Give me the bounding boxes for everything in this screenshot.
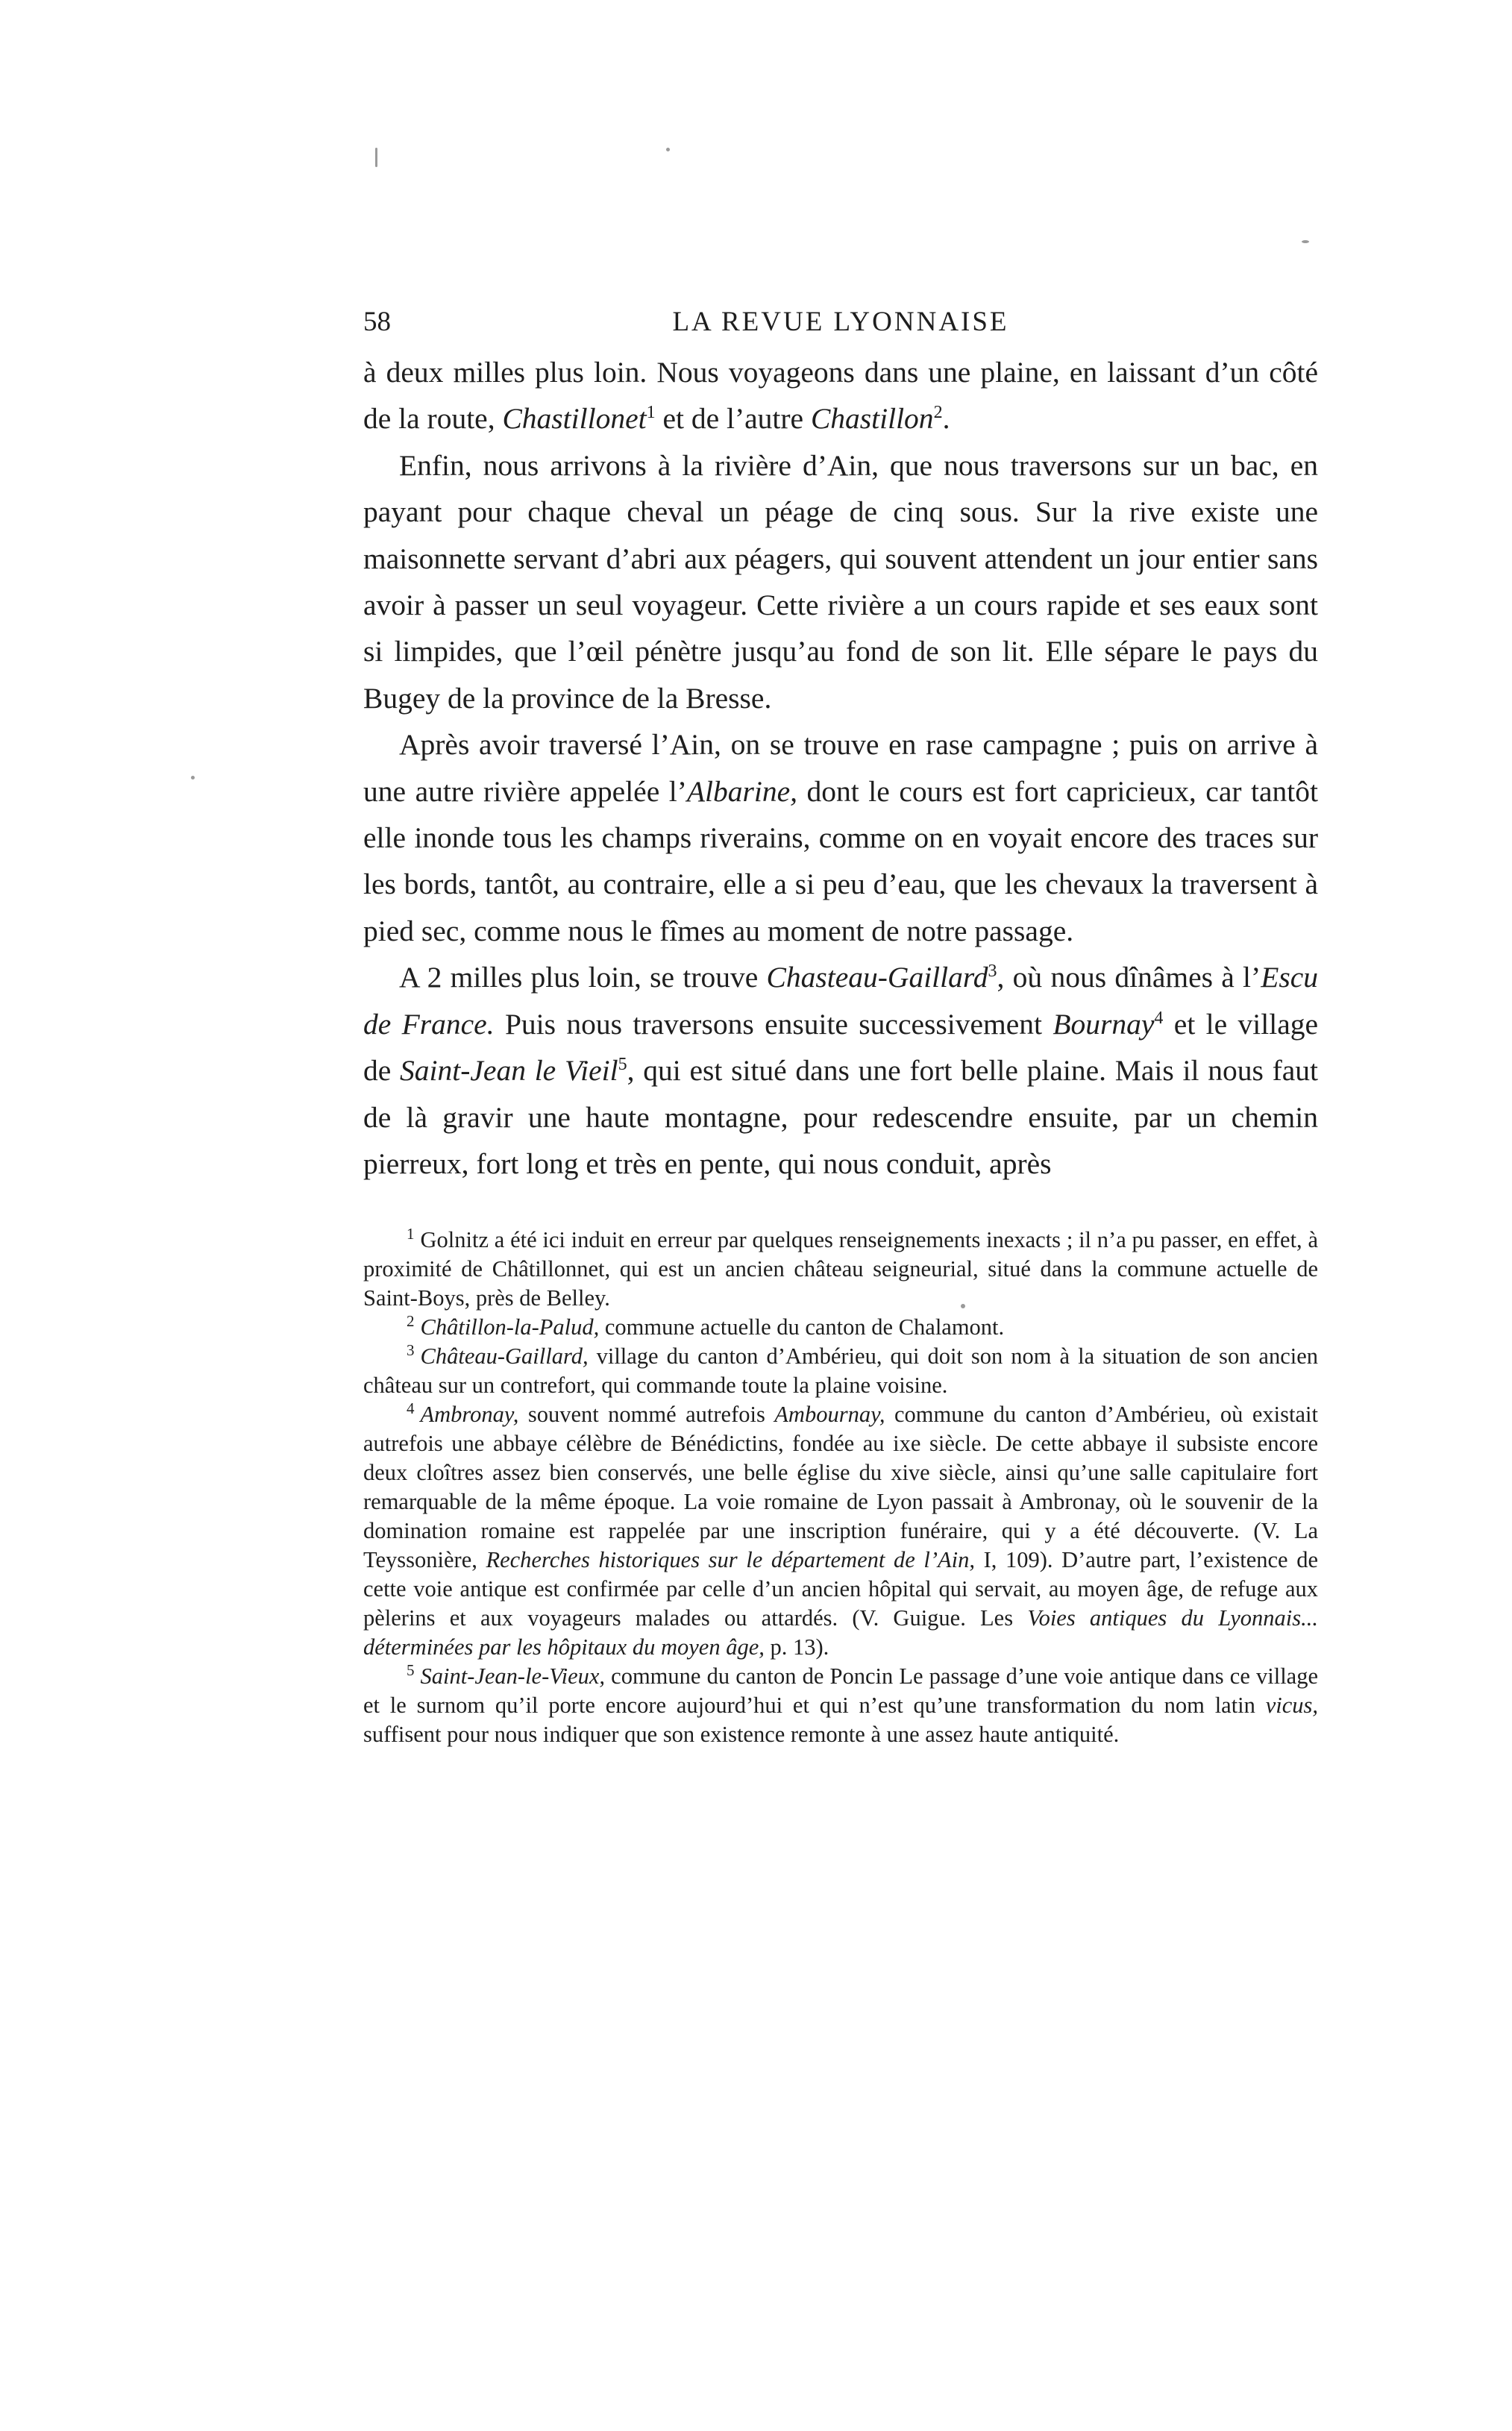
- footnote-number: 5: [407, 1661, 415, 1680]
- footnote-3: [363, 1342, 1318, 1400]
- paper-speck: [375, 148, 377, 167]
- footnote-place-name: Ambronay,: [420, 1402, 519, 1428]
- page-number: 58: [363, 307, 391, 337]
- footnote-place-name: Château-Gaillard,: [420, 1343, 589, 1370]
- footnote-text: souvent nommé autrefois: [518, 1402, 775, 1428]
- paragraph-2: Enfin, nous arrivons à la rivière d’Ain, que nous traversons sur un bac, en payant pour chaque cheval un péage de cinq sous. Sur la rive existe une maisonnette servant d’abri aux péagers, qui souvent attendent un jour entier sans avoir à passer un seul voyageur. Cette rivière a un cours rapide et ses eaux sont si limpides, que l’œil pénètre jusqu’au fond de son lit. Elle sépare le pays du Bugey de la province de la Bresse.: [363, 448, 1318, 715]
- footnote-ref-5: 5: [618, 1054, 627, 1074]
- footnote-alt-name: Ambournay,: [774, 1402, 885, 1428]
- place-name-chastillonet: Chastillonet: [502, 402, 647, 436]
- footnote-number: 1: [407, 1225, 415, 1243]
- footnote-text: commune du canton de Poncin Le passage d’une voie antique dans ce village et le surnom qu’il porte encore aujourd’hui et qui n’est qu’une transformation du nom latin: [363, 1663, 1318, 1719]
- inn-name-escu-de-france: Escu de France.: [363, 961, 1318, 1041]
- century-numeral: ixe: [893, 1431, 921, 1457]
- paragraph-1: [363, 349, 1318, 442]
- text-segment: A 2 milles plus loin, se trouve: [399, 961, 767, 994]
- footnote-5: [363, 1662, 1318, 1749]
- footnote-ref-2: 2: [933, 403, 943, 423]
- century-numeral: xive: [891, 1460, 930, 1486]
- body-text: [363, 349, 1318, 1187]
- footnote-text: village du canton d’Ambérieu, qui doit son nom à la situation de son ancien château sur un contrefort, qui commande toute la plaine voisine.: [363, 1343, 1318, 1399]
- footnotes: [363, 1226, 1318, 1749]
- paragraph-3: [363, 721, 1318, 954]
- place-name-chastillon: Chastillon: [810, 402, 934, 436]
- paper-speck: [191, 776, 195, 780]
- footnote-place-name: Saint-Jean-le-Vieux,: [420, 1663, 606, 1690]
- place-name-albarine: Albarine,: [686, 774, 798, 808]
- place-name-bournay: Bournay: [1053, 1007, 1155, 1041]
- footnote-place-name: Châtillon-la-Palud,: [420, 1314, 600, 1340]
- text-segment: Puis nous traversons ensuite successivement: [494, 1007, 1053, 1041]
- footnote-text: siècle, ainsi qu’une salle capitulaire fort remarquable de la même époque. La voie romaine de Lyon passait à Ambronay, où le souvenir de la domination romaine est rappelée par une inscription funéraire, qui y a été découverte. (V. La Teyssonière,: [363, 1460, 1318, 1573]
- place-name-chasteau-gaillard: Chasteau-Gaillard: [766, 961, 988, 994]
- footnote-ref-4: 4: [1154, 1008, 1164, 1028]
- footnote-latin-word: vicus,: [1265, 1693, 1318, 1719]
- footnote-text: siècle. De cette abbaye il subsiste encore deux cloîtres assez bien conservés, une belle église du: [363, 1431, 1319, 1486]
- paper-speck: [1302, 240, 1309, 243]
- paper-speck: [666, 148, 670, 151]
- place-name-saint-jean-le-vieil: Saint-Jean le Vieil: [400, 1054, 618, 1088]
- text-segment: à deux milles plus loin. Nous voyageons dans une plaine, en laissant d’un côté de la route,: [363, 356, 1318, 436]
- footnote-reference-title: Recherches historiques sur le département de l’Ain,: [486, 1547, 975, 1573]
- footnote-reference-title: Voies antiques du Lyonnais... déterminées par les hôpitaux du moyen âge,: [363, 1605, 1318, 1660]
- footnote-text: commune actuelle du canton de Chalamont.: [599, 1314, 1005, 1340]
- footnote-1: [363, 1226, 1318, 1313]
- footnote-text: p. 13).: [764, 1634, 829, 1660]
- text-segment: et de l’autre: [655, 402, 811, 436]
- text-segment: dont le cours est fort capricieux, car tantôt elle inonde tous les champs riverains, comme on en voyait encore des traces sur les bords, tantôt, au contraire, elle a si peu d’eau, que les chevaux la traversent à pied sec, comme nous le fîmes au moment de notre passage.: [363, 774, 1318, 947]
- footnote-number: 3: [407, 1341, 415, 1360]
- page: [363, 306, 1318, 1749]
- footnote-text: Golnitz a été ici induit en erreur par quelques renseignements inexacts ; il n’a pu passer, en effet, à proximité de Châtillonnet, qui est un ancien château seigneurial, situé dans la commune actuelle de Saint-Boys, près de Belley.: [363, 1227, 1318, 1311]
- footnote-text: commune du canton d’Ambérieu, où existait autrefois une abbaye célèbre de Bénédictins, fondée au: [363, 1402, 1318, 1457]
- footnote-number: 4: [407, 1399, 415, 1418]
- journal-title: LA REVUE LYONNAISE: [672, 307, 1009, 337]
- footnote-number: 2: [407, 1312, 415, 1331]
- text-segment: .: [942, 402, 950, 436]
- footnote-4: [363, 1400, 1318, 1662]
- footnote-ref-1: 1: [646, 403, 656, 423]
- text-segment: , qui est situé dans une fort belle plaine. Mais il nous faut de là gravir une haute montagne, pour redescendre ensuite, par un chemin pierreux, fort long et très en pente, qui nous conduit, après: [363, 1054, 1318, 1180]
- text-segment: et le village de: [363, 1007, 1319, 1088]
- footnote-text: I, 109). D’autre part, l’existence de cette voie antique est confirmée par celle d’un ancien hôpital qui servait, au moyen âge, de refuge aux pèlerins et aux voyageurs malades ou attardés. (V. Guigue. Les: [363, 1547, 1318, 1631]
- paragraph-4: [363, 954, 1318, 1187]
- text-segment: , où nous dînâmes à l’: [997, 961, 1261, 994]
- footnote-text: suffisent pour nous indiquer que son existence remonte à une assez haute antiquité.: [363, 1722, 1120, 1748]
- footnote-2: [363, 1313, 1318, 1342]
- text-segment: Après avoir traversé l’Ain, on se trouve en rase campagne ; puis on arrive à une autre rivière appelée l’: [363, 728, 1318, 808]
- running-head: [363, 306, 1318, 349]
- footnote-ref-3: 3: [988, 962, 997, 982]
